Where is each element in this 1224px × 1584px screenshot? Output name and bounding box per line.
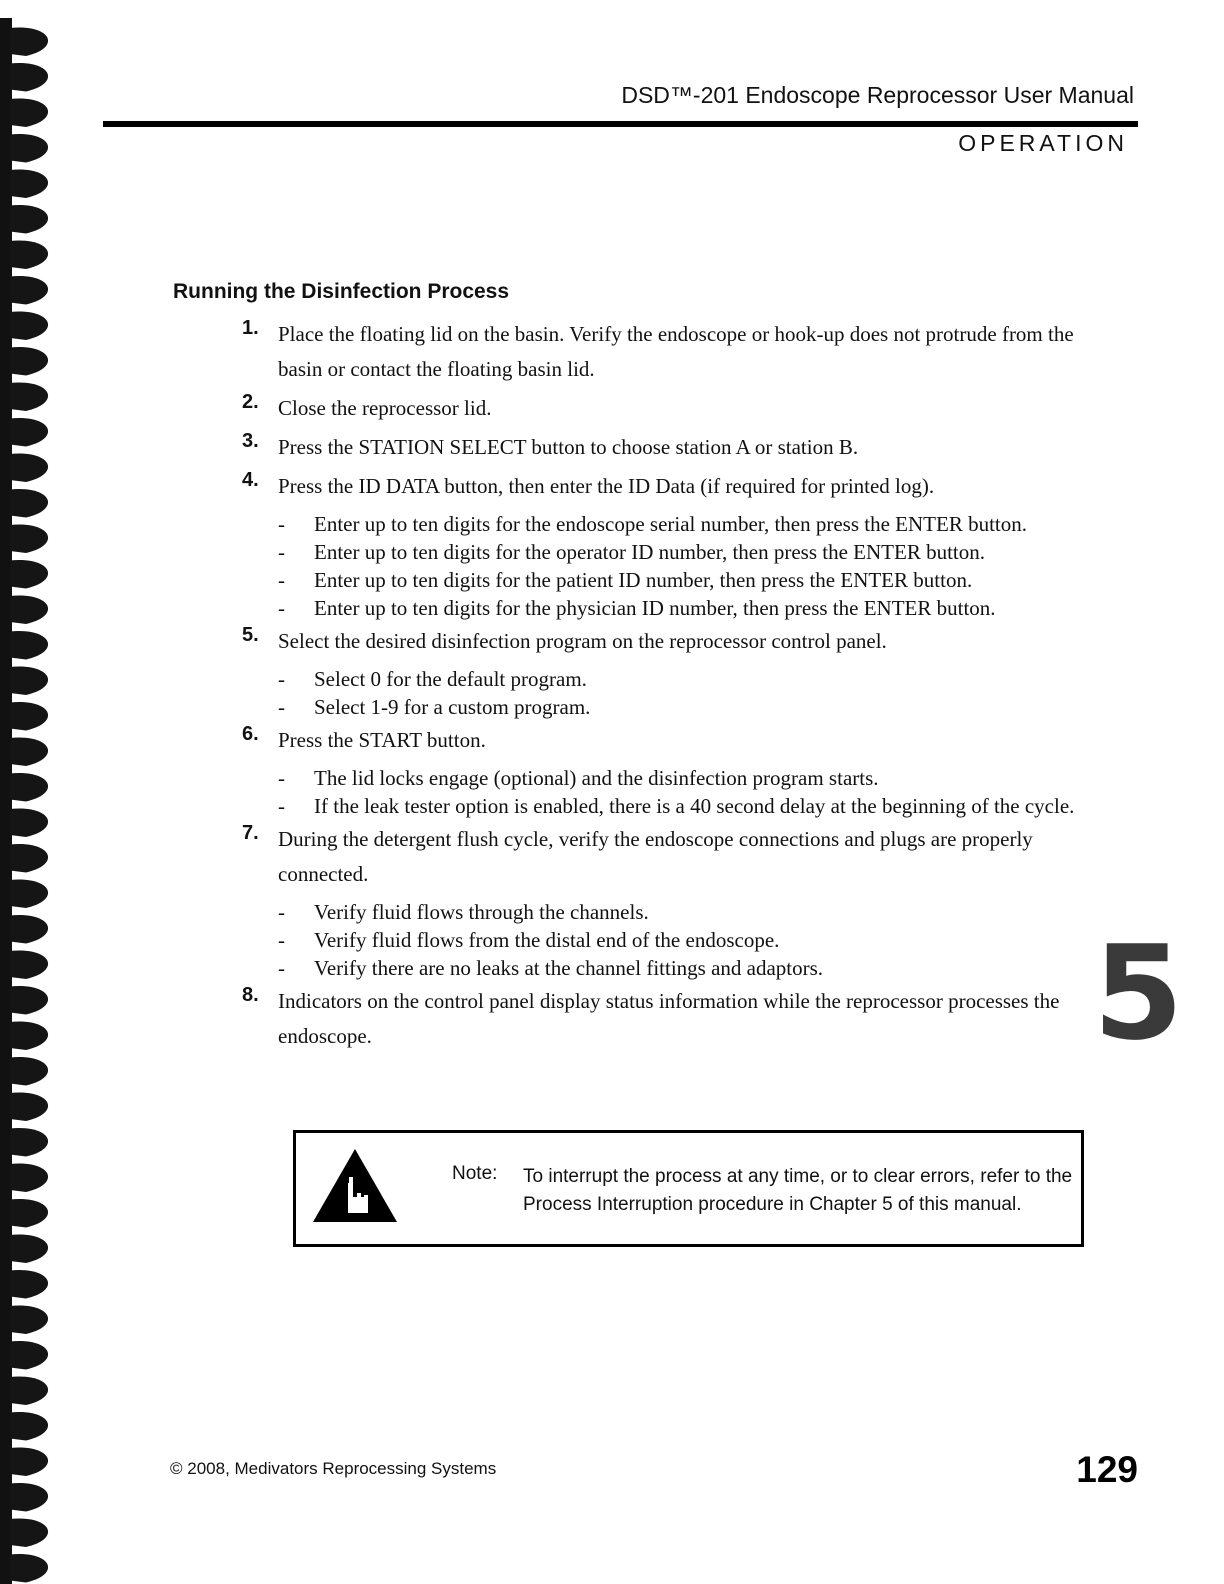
binding-coil: [10, 1199, 48, 1227]
sub-step-text: Verify fluid flows through the channels.: [314, 900, 649, 924]
dash-bullet: -: [278, 956, 285, 980]
step-number: 1.: [242, 317, 259, 339]
dash-bullet: -: [278, 900, 285, 924]
step-item: [242, 469, 1102, 622]
dash-bullet: -: [278, 794, 285, 818]
binding-coil: [10, 880, 48, 908]
note-box: [293, 1130, 1084, 1247]
binding-coil: [10, 738, 48, 766]
binding-coil: [10, 312, 48, 340]
sub-step-text: Verify there are no leaks at the channel fittings and adaptors.: [314, 956, 824, 980]
binding-coil: [10, 1164, 48, 1192]
sub-step-item: [278, 538, 1102, 566]
sub-step-text: Select 0 for the default program.: [314, 667, 587, 691]
step-item: [242, 822, 1102, 982]
dash-bullet: -: [278, 568, 285, 592]
binding-coil: [10, 489, 48, 517]
sub-step-text: Enter up to ten digits for the endoscope serial number, then press the ENTER button.: [314, 512, 1027, 536]
sub-step-item: [278, 594, 1102, 622]
binding-coil: [10, 1057, 48, 1085]
header-rule: [103, 121, 1138, 127]
binding-coil: [10, 773, 48, 801]
dash-bullet: -: [278, 928, 285, 952]
binding-coil: [10, 170, 48, 198]
spiral-binding: [0, 18, 72, 1584]
page-number: 129: [1076, 1449, 1138, 1490]
footer-copyright: © 2008, Medivators Reprocessing Systems: [170, 1459, 497, 1478]
section-label: OPERATION: [958, 130, 1128, 156]
chapter-tab-number: 5: [1093, 917, 1184, 1069]
binding-coil: [10, 454, 48, 482]
sub-step-item: [278, 792, 1102, 820]
binding-coil: [10, 702, 48, 730]
step-item: [242, 624, 1102, 721]
dash-bullet: -: [278, 540, 285, 564]
step-text: Select the desired disinfection program on the reprocessor control panel.: [278, 629, 887, 653]
binding-coil: [10, 1377, 48, 1405]
binding-coil: [10, 631, 48, 659]
step-number: 4.: [242, 469, 259, 491]
dash-bullet: -: [278, 512, 285, 536]
sub-step-list: [278, 665, 1102, 721]
binding-coil: [10, 1270, 48, 1298]
step-item: [242, 317, 1102, 387]
sub-step-list: [278, 898, 1102, 982]
sub-step-text: Enter up to ten digits for the operator ID number, then press the ENTER button.: [314, 540, 986, 564]
sub-step-text: The lid locks engage (optional) and the disinfection program starts.: [314, 766, 879, 790]
dash-bullet: -: [278, 766, 285, 790]
binding-coil: [10, 809, 48, 837]
binding-coil: [10, 1341, 48, 1369]
binding-coil: [10, 1519, 48, 1547]
step-number: 3.: [242, 430, 259, 452]
sub-step-item: [278, 510, 1102, 538]
sub-step-item: [278, 665, 1102, 693]
procedure-steps: [242, 317, 1102, 1054]
binding-coil: [10, 1483, 48, 1511]
dash-bullet: -: [278, 667, 285, 691]
step-text: Close the reprocessor lid.: [278, 396, 492, 420]
binding-coil: [10, 844, 48, 872]
dash-bullet: -: [278, 596, 285, 620]
binding-coil: [10, 99, 48, 127]
binding-coil: [10, 596, 48, 624]
step-item: [242, 723, 1102, 820]
binding-coil: [10, 667, 48, 695]
step-number: 5.: [242, 624, 259, 646]
note-text: To interrupt the process at any time, or to clear errors, refer to the Process Interruption procedure in Chapter 5 of this manual.: [523, 1166, 1073, 1215]
binding-coil: [10, 525, 48, 553]
binding-coil: [10, 28, 48, 56]
sub-step-item: [278, 898, 1102, 926]
sub-step-item: [278, 566, 1102, 594]
sub-step-text: Enter up to ten digits for the patient ID number, then press the ENTER button.: [314, 568, 973, 592]
binding-coil: [10, 915, 48, 943]
step-item: [242, 391, 1102, 426]
binding-coil: [10, 1128, 48, 1156]
step-text: During the detergent flush cycle, verify the endoscope connections and plugs are properly connected.: [278, 827, 1033, 886]
manual-title: DSD™-201 Endoscope Reprocessor User Manual: [621, 82, 1134, 108]
note-label: Note:: [452, 1163, 498, 1184]
step-number: 8.: [242, 984, 259, 1006]
sub-step-text: Select 1-9 for a custom program.: [314, 695, 591, 719]
binding-coil: [10, 63, 48, 91]
sub-step-text: Verify fluid flows from the distal end of the endoscope.: [314, 928, 780, 952]
step-item: [242, 430, 1102, 465]
sub-step-list: [278, 510, 1102, 622]
binding-coil: [10, 205, 48, 233]
sub-step-list: [278, 764, 1102, 820]
binding-coil: [10, 1235, 48, 1263]
sub-step-text: Enter up to ten digits for the physician ID number, then press the ENTER button.: [314, 596, 996, 620]
step-number: 6.: [242, 723, 259, 745]
binding-coil: [10, 134, 48, 162]
dash-bullet: -: [278, 695, 285, 719]
binding-coil: [10, 418, 48, 446]
binding-coil: [10, 1554, 48, 1582]
step-number: 7.: [242, 822, 259, 844]
sub-step-item: [278, 693, 1102, 721]
binding-coil: [10, 383, 48, 411]
step-text: Press the ID DATA button, then enter the ID Data (if required for printed log).: [278, 474, 935, 498]
caution-hand-icon: [311, 1147, 399, 1224]
binding-coil: [10, 1412, 48, 1440]
sub-step-text: If the leak tester option is enabled, there is a 40 second delay at the beginning of the cycle.: [314, 794, 1075, 818]
step-text: Place the floating lid on the basin. Verify the endoscope or hook-up does not protrude from the basin or contact the floating basin lid.: [278, 322, 1074, 381]
binding-coil: [10, 951, 48, 979]
binding-coil: [10, 1022, 48, 1050]
sub-step-item: [278, 926, 1102, 954]
binding-coil: [10, 241, 48, 269]
binding-coil: [10, 276, 48, 304]
binding-coil: [10, 986, 48, 1014]
binding-coil: [10, 1448, 48, 1476]
step-text: Press the STATION SELECT button to choose station A or station B.: [278, 435, 859, 459]
binding-coil: [10, 1093, 48, 1121]
sub-step-item: [278, 954, 1102, 982]
binding-coil: [10, 560, 48, 588]
step-number: 2.: [242, 391, 259, 413]
step-text: Press the START button.: [278, 728, 486, 752]
sub-step-item: [278, 764, 1102, 792]
binding-coil: [10, 1306, 48, 1334]
step-text: Indicators on the control panel display status information while the reprocessor processes the endoscope.: [278, 989, 1060, 1048]
step-item: [242, 984, 1102, 1054]
section-heading: Running the Disinfection Process: [173, 280, 510, 303]
binding-coil: [10, 347, 48, 375]
